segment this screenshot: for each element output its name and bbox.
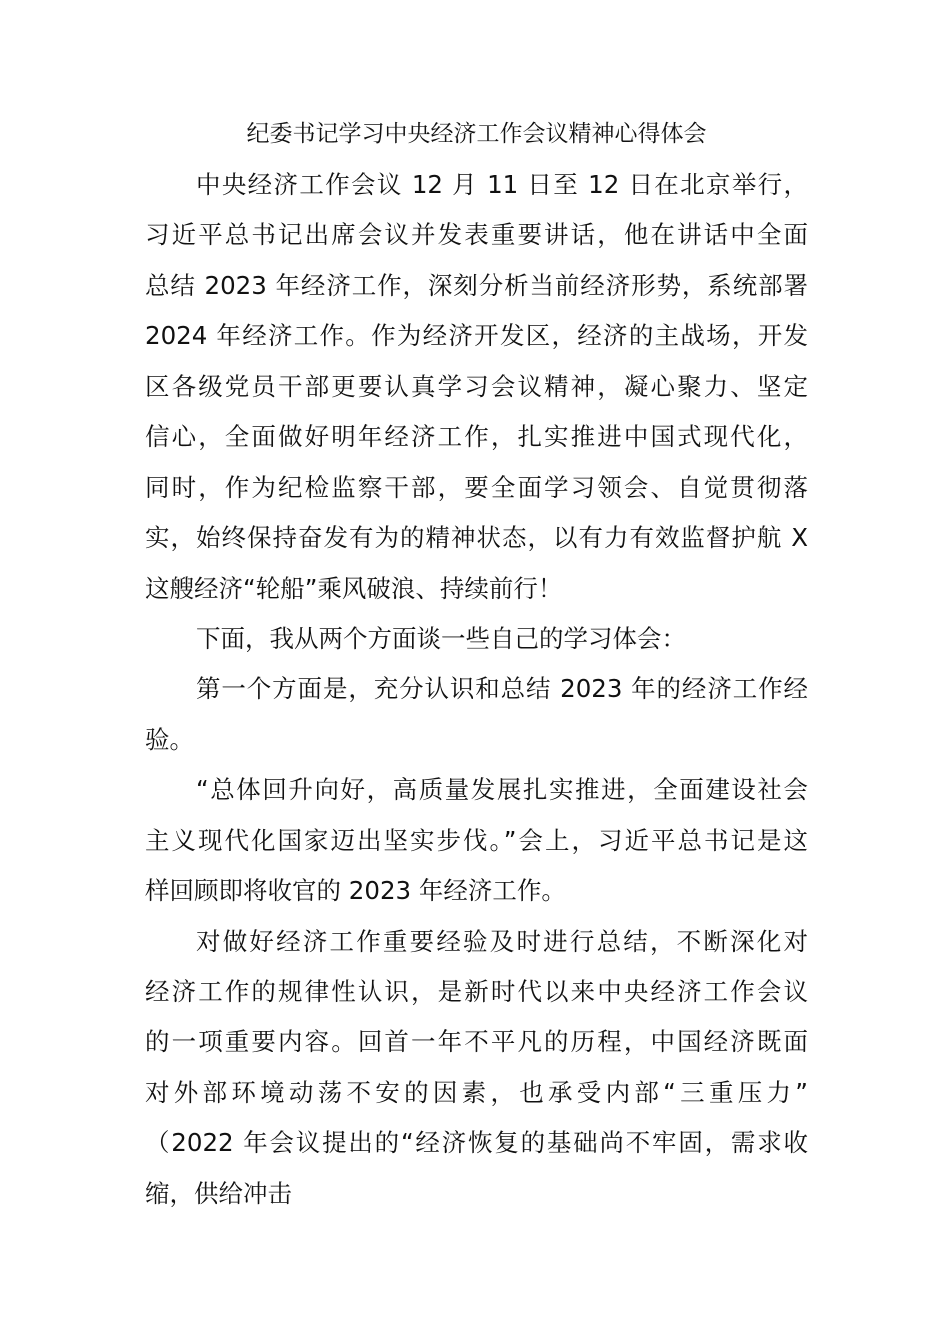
paragraph-2 — [145, 614, 808, 664]
text-line: 同时，作为纪检监察干部，要全面学习领会、自觉贯彻落 — [145, 472, 808, 502]
text-line: 样回顾即将收官的 2023 年经济工作。 — [145, 876, 566, 906]
text-line: 主义现代化国家迈出坚实步伐。”会上，习近平总书记是这 — [145, 825, 808, 855]
text-line: 对做好经济工作重要经验及时进行总结，不断深化对 — [196, 926, 808, 956]
text-line: 下面，我从两个方面谈一些自己的学习体会： — [196, 623, 686, 653]
text-line: 的一项重要内容。回首一年不平凡的历程，中国经济既面 — [145, 1027, 808, 1057]
text-line: “总体回升向好，高质量发展扎实推进，全面建设社会 — [196, 775, 808, 805]
paragraph-1 — [145, 160, 808, 614]
paragraph-3 — [145, 664, 808, 765]
document-page — [145, 108, 808, 1219]
text-line: 2024 年经济工作。作为经济开发区，经济的主战场，开发 — [145, 321, 808, 351]
text-line: 对外部环境动荡不安的因素，也承受内部“三重压力” — [145, 1077, 808, 1107]
text-line: （2022 年会议提出的“经济恢复的基础尚不牢固，需求收 — [145, 1128, 808, 1158]
paragraph-4 — [145, 765, 808, 916]
text-line: 习近平总书记出席会议并发表重要讲话，他在讲话中全面 — [145, 220, 808, 250]
text-line: 信心，全面做好明年经济工作，扎实推进中国式现代化， — [145, 422, 808, 452]
text-line: 总结 2023 年经济工作，深刻分析当前经济形势，系统部署 — [145, 270, 808, 300]
text-line: 这艘经济“轮船”乘风破浪、持续前行！ — [145, 573, 563, 603]
text-line: 验。 — [145, 724, 194, 754]
text-line: 实，始终保持奋发有为的精神状态，以有力有效监督护航 X — [145, 523, 808, 553]
text-line: 区各级党员干部更要认真学习会议精神，凝心聚力、坚定 — [145, 371, 808, 401]
document-title: 纪委书记学习中央经济工作会议精神心得体会 — [246, 121, 707, 147]
text-line: 中央经济工作会议 12 月 11 日至 12 日在北京举行， — [196, 170, 808, 199]
text-line: 第一个方面是，充分认识和总结 2023 年的经济工作经 — [196, 674, 808, 704]
text-line: 经济工作的规律性认识，是新时代以来中央经济工作会议 — [145, 977, 808, 1006]
paragraph-5 — [145, 917, 808, 1220]
text-line: 缩，供给冲击 — [145, 1178, 292, 1208]
